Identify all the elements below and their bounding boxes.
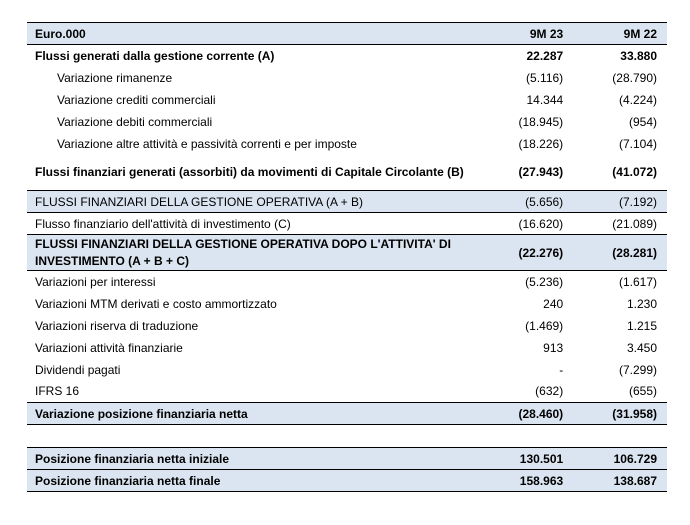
row-label: Variazione debiti commerciali bbox=[57, 114, 213, 129]
row-value-9m22: 33.880 bbox=[620, 48, 657, 63]
row-value-9m23: 240 bbox=[543, 296, 564, 311]
row-value-9m23: (28.460) bbox=[479, 403, 573, 425]
row-value-9m22: 138.687 bbox=[573, 470, 667, 492]
row-value-9m23: (632) bbox=[535, 384, 564, 399]
cash-flow-table bbox=[27, 22, 667, 492]
row-value-9m23: 158.963 bbox=[479, 470, 573, 492]
row-label: Posizione finanziaria netta iniziale bbox=[27, 448, 479, 470]
row-value-9m23: (27.943) bbox=[518, 165, 564, 180]
row-value-9m22: (655) bbox=[628, 384, 657, 399]
table-row bbox=[27, 133, 667, 155]
row-value-9m22: 1.215 bbox=[626, 318, 657, 333]
table-row bbox=[27, 293, 667, 315]
table-row bbox=[27, 271, 667, 293]
row-value-9m23: (1.469) bbox=[525, 318, 564, 333]
row-value-9m22: (21.089) bbox=[612, 216, 657, 231]
row-label: FLUSSI FINANZIARI DELLA GESTIONE OPERATIVA DOPO L'ATTIVITA' DI INVESTIMENTO (A + B + C) bbox=[27, 235, 479, 271]
row-label: Flussi generati dalla gestione corrente (A) bbox=[35, 48, 275, 63]
table-row bbox=[27, 337, 667, 359]
row-value-9m23: (18.945) bbox=[518, 114, 564, 129]
row-value-9m23: 913 bbox=[543, 340, 564, 355]
row-value-9m23: (5.236) bbox=[525, 274, 564, 289]
row-value-9m22: (41.072) bbox=[612, 165, 657, 180]
table-row bbox=[27, 155, 667, 191]
row-label: FLUSSI FINANZIARI DELLA GESTIONE OPERATIVA (A + B) bbox=[27, 191, 479, 213]
row-label: Variazione posizione finanziaria netta bbox=[27, 403, 479, 425]
row-value-9m23: 14.344 bbox=[526, 92, 564, 107]
table-row bbox=[27, 315, 667, 337]
table-spacer bbox=[27, 425, 667, 448]
row-label: Variazione altre attività e passività correnti e per imposte bbox=[57, 136, 357, 151]
row-value-9m22: 3.450 bbox=[626, 340, 657, 355]
row-label: Variazioni per interessi bbox=[35, 274, 156, 289]
row-label: Flusso finanziario dell'attività di investimento (C) bbox=[35, 216, 291, 231]
row-value-9m23: (18.226) bbox=[518, 136, 564, 151]
row-value-9m22: (7.104) bbox=[618, 136, 657, 151]
row-value-9m22: (954) bbox=[628, 114, 657, 129]
row-value-9m22: (7.192) bbox=[573, 191, 667, 213]
table-row bbox=[27, 89, 667, 111]
row-value-9m22: 106.729 bbox=[573, 448, 667, 470]
table-row bbox=[27, 45, 667, 67]
table-row bbox=[27, 235, 667, 271]
row-label: Variazioni MTM derivati e costo ammortizzato bbox=[35, 296, 277, 311]
table-row bbox=[27, 470, 667, 492]
table-row bbox=[27, 111, 667, 133]
table-row bbox=[27, 67, 667, 89]
row-value-9m23: (22.276) bbox=[479, 235, 573, 271]
row-value-9m22: (1.617) bbox=[618, 274, 657, 289]
header-col-9m22: 9M 22 bbox=[573, 23, 667, 45]
row-label: Variazione rimanenze bbox=[57, 70, 173, 85]
row-label: Variazioni attività finanziarie bbox=[35, 340, 183, 355]
row-value-9m22: (4.224) bbox=[618, 92, 657, 107]
row-value-9m22: (28.281) bbox=[573, 235, 667, 271]
row-value-9m23: 130.501 bbox=[479, 448, 573, 470]
row-value-9m22: (31.958) bbox=[573, 403, 667, 425]
table-row bbox=[27, 448, 667, 470]
row-value-9m23: (5.116) bbox=[526, 70, 564, 85]
row-label: Dividendi pagati bbox=[35, 362, 121, 377]
row-value-9m22: (7.299) bbox=[618, 362, 657, 377]
row-value-9m22: 1.230 bbox=[626, 296, 657, 311]
table-row bbox=[27, 213, 667, 235]
row-value-9m23: 22.287 bbox=[526, 48, 564, 63]
table-header-row bbox=[27, 23, 667, 45]
row-label: Variazione crediti commerciali bbox=[57, 92, 216, 107]
row-label: IFRS 16 bbox=[35, 384, 80, 399]
header-col-9m23: 9M 23 bbox=[479, 23, 573, 45]
row-value-9m23: - bbox=[559, 362, 564, 377]
row-label: Posizione finanziaria netta finale bbox=[27, 470, 479, 492]
header-label: Euro.000 bbox=[27, 23, 479, 45]
row-label: Variazioni riserva di traduzione bbox=[35, 318, 199, 333]
table-row bbox=[27, 381, 667, 403]
row-value-9m23: (5.656) bbox=[479, 191, 573, 213]
table-row bbox=[27, 403, 667, 425]
row-value-9m22: (28.790) bbox=[612, 70, 657, 85]
table-row bbox=[27, 359, 667, 381]
row-value-9m23: (16.620) bbox=[518, 216, 564, 231]
table-row bbox=[27, 191, 667, 213]
row-label: Flussi finanziari generati (assorbiti) da movimenti di Capitale Circolante (B) bbox=[35, 164, 464, 179]
